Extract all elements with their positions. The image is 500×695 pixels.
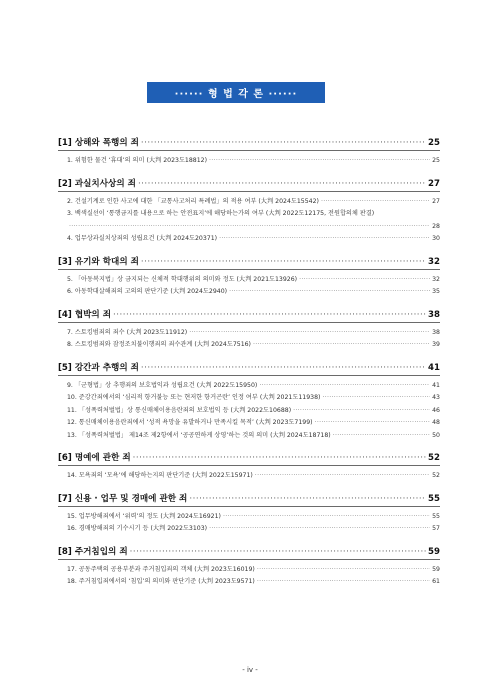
leader-dots: [322, 392, 430, 405]
leader-dots: [209, 523, 430, 536]
leader-dots: [133, 453, 426, 463]
entry-page: 46: [432, 406, 440, 414]
toc-entry[interactable]: [58, 470, 440, 483]
leader-dots: [229, 286, 430, 299]
toc-entry[interactable]: [58, 511, 440, 524]
leader-dots: [293, 405, 430, 418]
section-title: [5] 강간과 추행의 죄: [58, 362, 139, 373]
leader-dots: [209, 155, 430, 168]
section-title: [6] 명예에 관한 죄: [58, 453, 131, 463]
section-title: [7] 신용 · 업무 및 경매에 관한 죄: [58, 493, 188, 504]
section-page: 38: [428, 309, 440, 320]
leader-dots: [138, 179, 426, 189]
section-heading[interactable]: [58, 136, 440, 151]
toc-section: [58, 177, 440, 246]
entry-title: 15. 업무방해죄에서 ‘위력’의 정도 (大判 2024도16921): [67, 512, 221, 520]
entry-title: 12. 통신매체이용음란죄에서 ‘성적 욕망을 유발하거나 만족시킬 목적’ (大判 2023도7199): [67, 419, 313, 426]
leader-dots: [253, 339, 430, 352]
leader-dots: [257, 564, 430, 577]
entry-page: 27: [432, 197, 440, 205]
section-heading[interactable]: [58, 492, 440, 507]
section-page: 59: [428, 546, 440, 557]
entry-title: 17. 공동주택의 공용부분과 주거침입죄의 객체 (大判 2023도16019): [67, 565, 255, 573]
toc-entry[interactable]: [58, 208, 440, 233]
entry-title: 5. 「아동복지법」상 금지되는 신체적 학대행위의 의미와 정도 (大判 2021도13926): [67, 275, 298, 283]
entry-page: 55: [432, 512, 440, 520]
entry-title: 8. 스토킹범죄와 잠정조치불이행죄의 죄수관계 (大判 2024도7516): [67, 341, 251, 348]
toc-entry[interactable]: [58, 417, 440, 430]
toc-section: [58, 136, 440, 168]
entry-title: 11. 「성폭력처벌법」상 통신매체이용음란죄의 보호법익 등 (大判 2022도10688): [67, 406, 292, 414]
entry-title: 6. 아동학대살해죄의 고의의 판단기준 (大判 2024도2940): [67, 288, 228, 295]
toc-entry[interactable]: [58, 233, 440, 246]
entry-title: 9. 「군형법」상 추행죄의 보호법익과 성립요건 (大判 2022도15950): [67, 381, 258, 389]
entry-title: 4. 업무상과실치상죄의 성립요건 (大判 2024도20371): [67, 235, 218, 242]
table-of-contents: [58, 136, 440, 598]
section-title: [8] 주거침입의 죄: [58, 546, 128, 557]
entry-page: 52: [432, 472, 440, 479]
entry-title: 1. 위험한 물건 ‘휴대’의 의미 (大判 2023도18812): [67, 157, 208, 164]
leader-dots: [315, 417, 430, 430]
section-title: [3] 유기와 학대의 죄: [58, 256, 139, 267]
entry-page: 59: [432, 565, 440, 573]
toc-entry[interactable]: [58, 274, 440, 287]
toc-entry[interactable]: [58, 286, 440, 299]
leader-dots: [257, 576, 430, 589]
section-title: [2] 과실치사상의 죄: [58, 178, 136, 189]
leader-dots: [255, 470, 430, 483]
section-heading[interactable]: [58, 545, 440, 560]
entry-page: 32: [432, 275, 440, 283]
toc-section: [58, 255, 440, 299]
entry-page: 43: [432, 394, 440, 401]
section-page: 55: [428, 493, 440, 504]
toc-section: [58, 308, 440, 352]
entry-page: 39: [432, 341, 440, 348]
leader-dots: [141, 363, 426, 373]
entry-title: 2. 건설기계로 인한 사고에 대한 「교통사고처리 특례법」의 적용 여부 (大判 2024도15542): [67, 197, 319, 205]
entry-title: 7. 스토킹범죄의 죄수 (大判 2023도11912): [67, 328, 188, 336]
section-title: [1] 상해와 폭행의 죄: [58, 138, 139, 148]
leader-dots: [189, 327, 430, 340]
entry-title: 14. 모욕죄의 ‘모욕’에 해당하는지의 판단기준 (大判 2022도15971): [67, 472, 253, 479]
entry-page: 25: [432, 157, 440, 164]
toc-section: [58, 361, 440, 443]
leader-dots: [219, 233, 430, 246]
entry-page: 61: [432, 578, 440, 585]
leader-dots: [189, 494, 426, 504]
leader-dots: [223, 511, 430, 524]
toc-entry[interactable]: [58, 523, 440, 536]
entry-page: 48: [432, 419, 440, 426]
toc-entry[interactable]: [58, 430, 440, 443]
page-number: - iv -: [242, 666, 258, 674]
leader-dots: [130, 547, 426, 557]
chapter-banner: ······ 형 법 각 론 ······: [147, 82, 325, 103]
toc-entry[interactable]: [58, 392, 440, 405]
toc-entry[interactable]: [58, 380, 440, 393]
section-page: 41: [428, 362, 440, 373]
section-heading[interactable]: [58, 255, 440, 270]
entry-page: 35: [432, 288, 440, 295]
toc-section: [58, 545, 440, 589]
leader-dots: [141, 257, 426, 267]
entry-page: 30: [432, 235, 440, 242]
toc-section: [58, 492, 440, 536]
section-page: 32: [428, 256, 440, 267]
entry-title: 3. 백색실선이 ‘통행금지를 내용으로 하는 안전표지’에 해당하는가의 여부 (大判 2022도12175, 전원합의체 판결): [67, 210, 375, 217]
leader-dots: [259, 380, 430, 393]
toc-entry[interactable]: [58, 155, 440, 168]
section-heading[interactable]: [58, 177, 440, 192]
section-page: 27: [428, 178, 440, 189]
toc-entry[interactable]: [58, 327, 440, 340]
toc-section: [58, 451, 440, 483]
leader-dots: [321, 196, 430, 209]
entry-page: 41: [432, 381, 440, 389]
section-heading[interactable]: [58, 308, 440, 323]
entry-title: 18. 주거침입죄에서의 ‘침입’의 의미와 판단기준 (大判 2023도9571): [67, 578, 255, 585]
entry-title: 13. 「성폭력처벌법」 제14조 제2항에서 ‘공공연하게 상영’하는 것의 의미 (大判 2024도18718): [67, 431, 331, 439]
leader-dots: [333, 430, 430, 443]
entry-page: 50: [432, 431, 440, 439]
section-title: [4] 협박의 죄: [58, 309, 112, 320]
toc-entry[interactable]: [58, 339, 440, 352]
leader-dots: [141, 138, 426, 148]
toc-entry[interactable]: [58, 405, 440, 418]
section-heading[interactable]: [58, 451, 440, 466]
entry-title: 10. 준강간죄에서의 ‘심리적 항거불능 또는 현저한 항거곤란’ 인정 여부 (大判 2021도11938): [67, 394, 321, 401]
entry-page: 57: [432, 525, 440, 532]
entry-title: 16. 경매방해죄의 기수시기 등 (大判 2022도3103): [67, 525, 208, 532]
leader-dots: [299, 274, 430, 287]
section-heading[interactable]: [58, 361, 440, 376]
section-page: 52: [428, 453, 440, 463]
leader-dots: [113, 310, 426, 320]
leader-dots: [69, 221, 430, 234]
toc-entry[interactable]: [58, 576, 440, 589]
toc-entry[interactable]: [58, 564, 440, 577]
section-page: 25: [428, 138, 440, 148]
entry-page: 38: [432, 328, 440, 336]
entry-page: 28: [432, 222, 440, 230]
toc-entry[interactable]: [58, 196, 440, 209]
